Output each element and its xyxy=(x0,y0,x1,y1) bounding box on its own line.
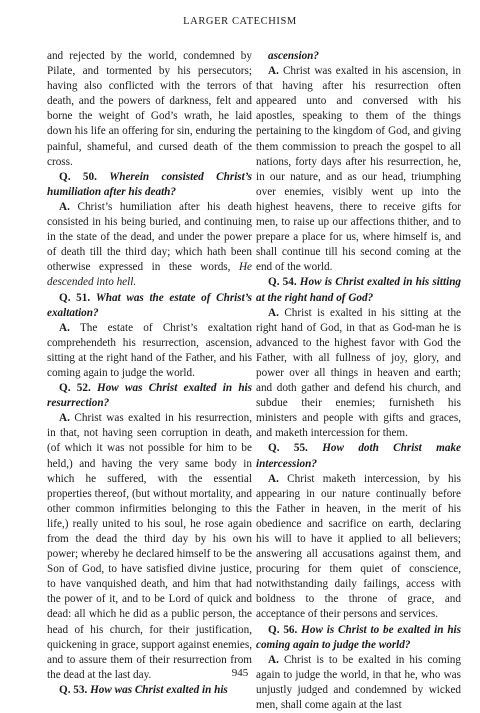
answer-label: A. xyxy=(59,200,70,213)
answer-label: A. xyxy=(268,472,279,485)
question-number: Q. 53. xyxy=(59,683,88,696)
right-column xyxy=(256,49,461,713)
answer-text: Christ maketh intercession, by his appearing in our nature continually before the Father in heaven, in the merit of his obedience and sacrifice on earth, declaring his will to have it applied to all believers; answering all accusations against them, and procuring for them quiet of conscience, notwithstanding daily failings, access with boldness to the throne of grace, and acceptance of their persons and services. xyxy=(256,472,462,621)
question-number: Q. 51. xyxy=(59,291,91,304)
question-56 xyxy=(256,623,461,653)
answer-label: A. xyxy=(268,653,279,666)
question-number: Q. 54. xyxy=(268,276,297,289)
question-54 xyxy=(256,275,461,305)
answer-54 xyxy=(256,306,461,442)
answer-55 xyxy=(256,472,461,623)
answer-text: Christ is exalted in his sitting at the right hand of God, in that as God-man he is advanced to the highest favor with God the Father, with all fullness of joy, glory, and power over all things in heaven and earth; and doth gather and defend his church, and subdue their enemies; furnisheth his ministers and people with gifts and graces, and maketh intercession for them. xyxy=(256,306,462,440)
answer-51 xyxy=(47,321,252,381)
page-number: 945 xyxy=(231,667,249,679)
question-51 xyxy=(47,291,252,321)
question-number: Q. 52. xyxy=(59,382,91,395)
question-text: How doth Christ make intercession? xyxy=(256,442,462,470)
answer-label: A. xyxy=(268,65,279,78)
answer-56 xyxy=(256,653,461,713)
question-53-start xyxy=(47,683,252,698)
question-text: How was Christ exalted in his resurrection? xyxy=(47,382,253,410)
answer-italic-text: He descended into hell. xyxy=(47,261,253,289)
question-text: ascension? xyxy=(268,50,319,62)
answer-text: Christ was exalted in his ascension, in that having after his resurrection often appeared unto and conversed with his apostles, speaking to them of the things pertaining to the kingdom of God, and giving them commission to preach the gospel to all nations, forty days after his resurrection, he, in our nature, and as our head, triumphing over enemies, visibly went up into the highest heavens, there to receive gifts for men, to raise up our affections thither, and to prepare a place for us, where himself is, and shall continue till his second coming at the end of the world. xyxy=(256,65,461,274)
answer-53 xyxy=(256,64,461,275)
question-50 xyxy=(47,170,252,200)
answer-label: A. xyxy=(59,412,70,425)
answer-label: A. xyxy=(59,321,70,334)
question-55 xyxy=(256,441,461,471)
question-53-continued xyxy=(256,49,461,64)
question-text: How is Christ to be exalted in his coming again to judge the world? xyxy=(256,623,462,651)
answer-text: Christ was exalted in his resurrection, in that, not having seen corruption in death, (of which it was not possible for him to be held,) and having the very same body in which he suffered, with the essential properties thereof, (but without mortality, and other common infirmities belonging to this life,) really united to his soul, he rose again from the dead the third day by his own power; whereby he declared himself to be the Son of God, to have satisfied divine justice, to have vanquished death, and him that had the power of it, and to be Lord of quick and dead: all which he did as a public person, the head of his church, for their justification, quickening in grace, support against enemies, and to assure them of their resurrection from the dead at the last day. xyxy=(47,412,253,681)
question-text: What was the estate of Christ’s exaltation? xyxy=(47,291,253,319)
continued-paragraph: and rejected by the world, condemned by Pilate, and tormented by his persecutors; having also conflicted with the terrors of death, and the powers of darkness, felt and borne the weight of God’s wrath, he laid down his life an offering for sin, enduring the painful, shameful, and cursed death of the cross. xyxy=(47,50,252,168)
answer-50 xyxy=(47,200,252,291)
question-text: Wherein consisted Christ’s humiliation after his death? xyxy=(47,170,253,198)
answer-text: The estate of Christ’s exaltation comprehendeth his resurrection, ascension, sitting at the right hand of the Father, and his coming again to judge the world. xyxy=(47,321,252,379)
answer-text: Christ is to be exalted in his coming again to judge the world, in that he, who was unjustly judged and condemned by wicked men, shall come again at the last xyxy=(256,653,461,712)
left-column xyxy=(47,49,252,698)
question-number: Q. 55. xyxy=(268,442,308,455)
question-number: Q. 50. xyxy=(59,170,97,183)
running-header: LARGER CATECHISM xyxy=(183,16,297,27)
question-52 xyxy=(47,381,252,411)
question-text: How was Christ exalted in his xyxy=(90,683,228,696)
answer-52 xyxy=(47,411,252,683)
question-number: Q. 56. xyxy=(268,623,298,636)
answer-label: A. xyxy=(268,306,279,319)
answer-text: Christ’s humiliation after his death consisted in his being buried, and continuing in the state of the dead, and under the power of death till the third day; which hath been otherwise expressed in these words, xyxy=(47,200,253,274)
question-text: How is Christ exalted in his sitting at the right hand of God? xyxy=(256,276,462,304)
